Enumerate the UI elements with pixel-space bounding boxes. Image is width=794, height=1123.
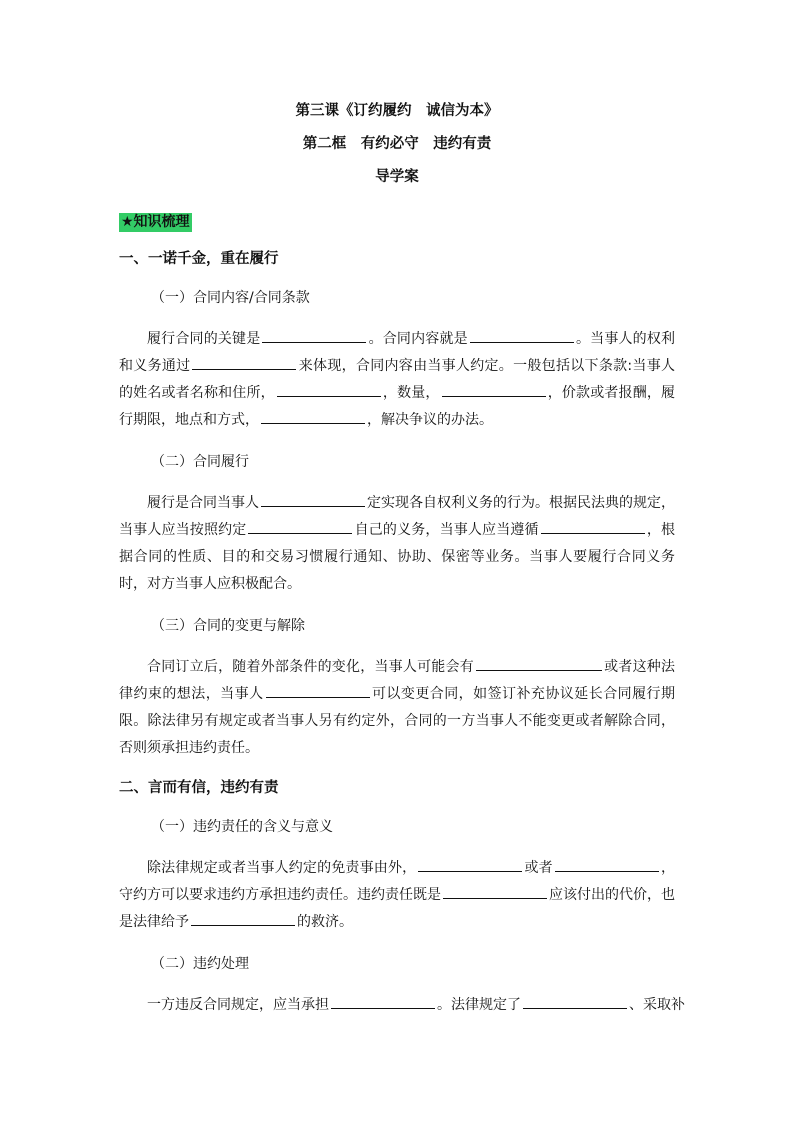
text-span: 履行合同的关键是 [147, 331, 261, 347]
text-span: 或者 [524, 860, 553, 876]
knowledge-badge: ★知识梳理 [121, 214, 190, 230]
document-body [119, 100, 685, 1019]
fill-blank[interactable] [442, 382, 546, 397]
fill-blank[interactable] [191, 911, 295, 926]
paragraph-contract-change [119, 654, 675, 762]
paragraph-breach-handling [119, 992, 685, 1019]
text-span: ，根据合同的性质、目的和交易习惯履行通知、协助、保密等业务。当事人要履行合同义务时，对方当事人应积极配合。 [119, 522, 676, 592]
badge-row [119, 211, 675, 231]
paragraph-contract-performance [119, 490, 675, 598]
text-span: ，解决争议的办法。 [367, 412, 493, 428]
text-span: 。当事人的权利和义务通过 [119, 331, 676, 374]
subsection-heading-contract-content: （一）合同内容/合同条款 [151, 290, 310, 306]
frame-title: 第二框 有约必守 违约有责 [302, 136, 492, 152]
text-span: 可以变更合同，如签订补充协议延长合同履行期限。除法律另有规定或者当事人另有约定外，合同的一方当事人不能变更或者解除合同，否则须承担违约责任。 [119, 686, 675, 756]
text-span: 自己的义务，当事人应当遵循 [354, 522, 539, 538]
fill-blank[interactable] [555, 857, 659, 872]
text-span: ，价款或者报酬，履行期限，地点和方式， [119, 385, 676, 428]
fill-blank[interactable] [523, 994, 627, 1009]
text-span: 来体现，合同内容由当事人约定。一般包括以下条款:当事人的姓名或者名称和住所， [119, 358, 675, 401]
doc-type-title: 导学案 [375, 169, 419, 185]
fill-blank[interactable] [192, 355, 296, 370]
fill-blank[interactable] [261, 409, 365, 424]
text-span: 除法律规定或者当事人约定的免责事由外， [147, 860, 417, 876]
fill-blank[interactable] [248, 519, 352, 534]
fill-blank[interactable] [262, 328, 366, 343]
section-heading-2: 二、言而有信，违约有责 [119, 780, 279, 796]
fill-blank[interactable] [541, 519, 645, 534]
fill-blank[interactable] [476, 656, 602, 671]
fill-blank[interactable] [277, 382, 381, 397]
text-span: ，数量， [382, 385, 440, 401]
fill-blank[interactable] [266, 683, 370, 698]
text-span: 。合同内容就是 [368, 331, 468, 347]
section-heading-1: 一、一诺千金，重在履行 [119, 251, 279, 267]
paragraph-contract-content [119, 326, 675, 434]
text-span: 一方违反合同规定，应当承担 [147, 997, 329, 1013]
text-span: ，守约方可以要求违约方承担违约责任。违约责任既是 [119, 860, 676, 903]
fill-blank[interactable] [261, 492, 365, 507]
text-span: 履行是合同当事人 [147, 495, 259, 511]
lesson-title: 第三课《订约履约 诚信为本》 [295, 103, 499, 119]
subsection-heading-contract-change: （三）合同的变更与解除 [151, 618, 305, 634]
fill-blank[interactable] [470, 328, 574, 343]
fill-blank[interactable] [331, 994, 435, 1009]
text-span: 应该付出的代价，也是法律给予 [119, 887, 675, 930]
text-span: 或者这种法律约束的想法，当事人 [119, 659, 676, 702]
text-span: 合同订立后，随着外部条件的变化，当事人可能会有 [147, 659, 474, 675]
subsection-heading-breach-handling: （二）违约处理 [151, 956, 249, 972]
fill-blank[interactable] [443, 884, 547, 899]
text-span: 。法律规定了 [437, 997, 521, 1013]
text-span: 定实现各自权利义务的行为。根据民法典的规定，当事人应当按照约定 [119, 495, 675, 538]
text-span: 、采取补 [629, 997, 685, 1013]
paragraph-liability-meaning [119, 855, 675, 936]
text-span: 的救济。 [297, 914, 353, 930]
subsection-heading-contract-performance: （二）合同履行 [151, 454, 249, 470]
fill-blank[interactable] [418, 857, 522, 872]
subsection-heading-liability-meaning: （一）违约责任的含义与意义 [151, 819, 333, 835]
